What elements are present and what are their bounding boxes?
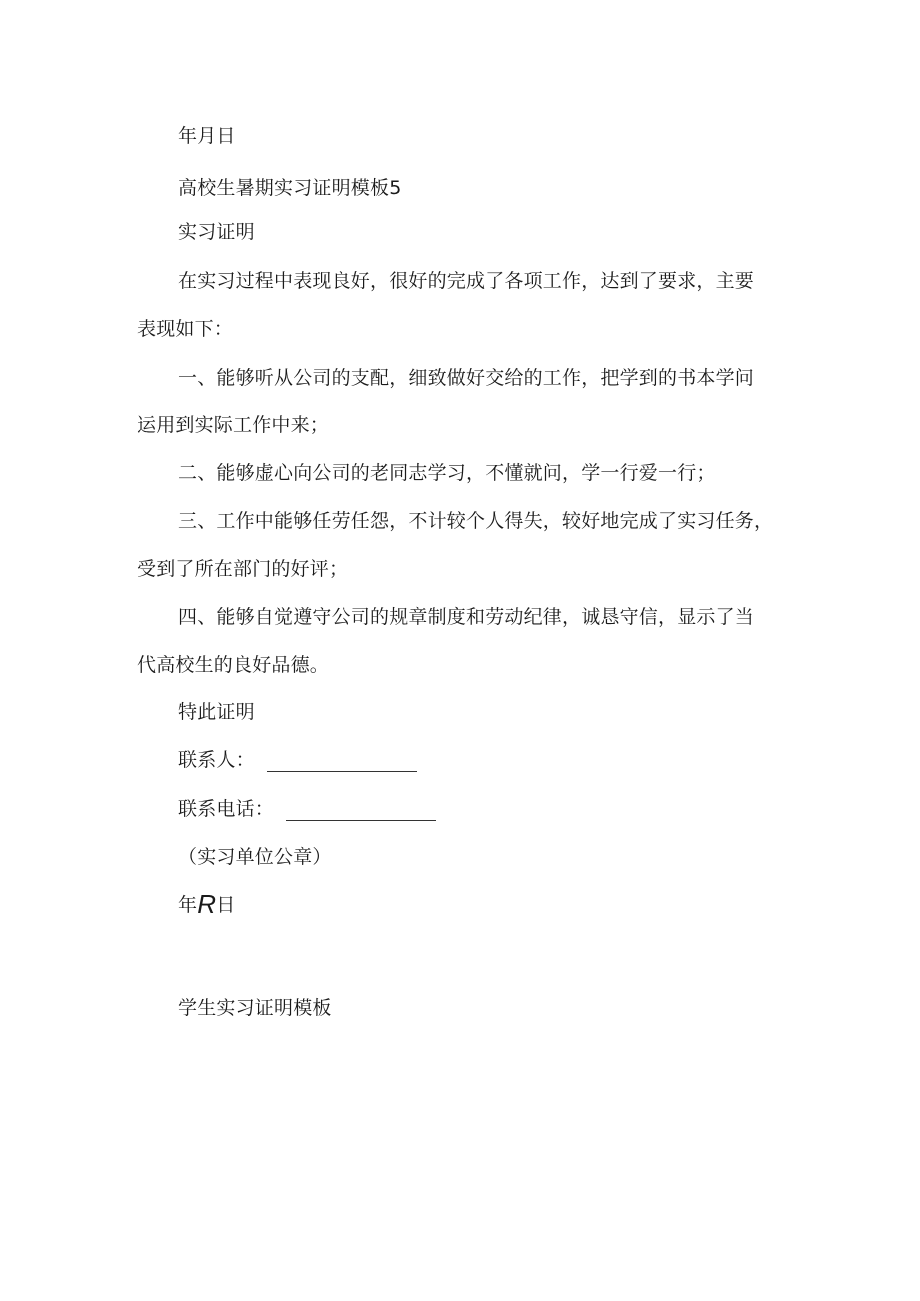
item-1-line-1: 一、能够听从公司的支配，细致做好交给的工作，把学到的书本学问 xyxy=(178,367,755,389)
date-line-bottom xyxy=(178,889,236,919)
item-2-line-1: 二、能够虚心向公司的老同志学习，不懂就问，学一行爱一行； xyxy=(178,462,716,484)
item-3-line-1: 三、工作中能够任劳任怨，不计较个人得失，较好地完成了实习任务， xyxy=(178,510,774,532)
contact-phone-row xyxy=(178,797,436,821)
contact-person-blank xyxy=(267,753,417,772)
closing-text: 特此证明 xyxy=(178,701,255,723)
contact-person-row xyxy=(178,748,417,772)
item-3-line-2: 受到了所在部门的好评； xyxy=(137,558,349,580)
item-4-line-1: 四、能够自觉遵守公司的规章制度和劳动纪律，诚恳守信，显示了当 xyxy=(178,606,755,628)
next-template-title: 学生实习证明模板 xyxy=(178,997,332,1019)
intro-line-2: 表现如下： xyxy=(137,318,234,340)
item-4-line-2: 代高校生的良好品德。 xyxy=(137,654,330,676)
contact-person-label: 联系人： xyxy=(178,749,255,771)
contact-phone-blank xyxy=(286,802,436,821)
date-month-glyph: R xyxy=(197,889,217,919)
seal-note: （实习单位公章） xyxy=(178,846,332,868)
date-day: 日 xyxy=(216,894,236,916)
contact-phone-label: 联系电话： xyxy=(178,798,275,820)
intro-line-1: 在实习过程中表现良好，很好的完成了各项工作，达到了要求，主要 xyxy=(178,270,755,292)
certificate-heading: 实习证明 xyxy=(178,221,255,243)
date-line-top: 年月日 xyxy=(178,125,236,147)
document-title: 高校生暑期实习证明模板5 xyxy=(178,177,402,199)
date-year: 年 xyxy=(178,894,198,916)
item-1-line-2: 运用到实际工作中来； xyxy=(137,414,330,436)
